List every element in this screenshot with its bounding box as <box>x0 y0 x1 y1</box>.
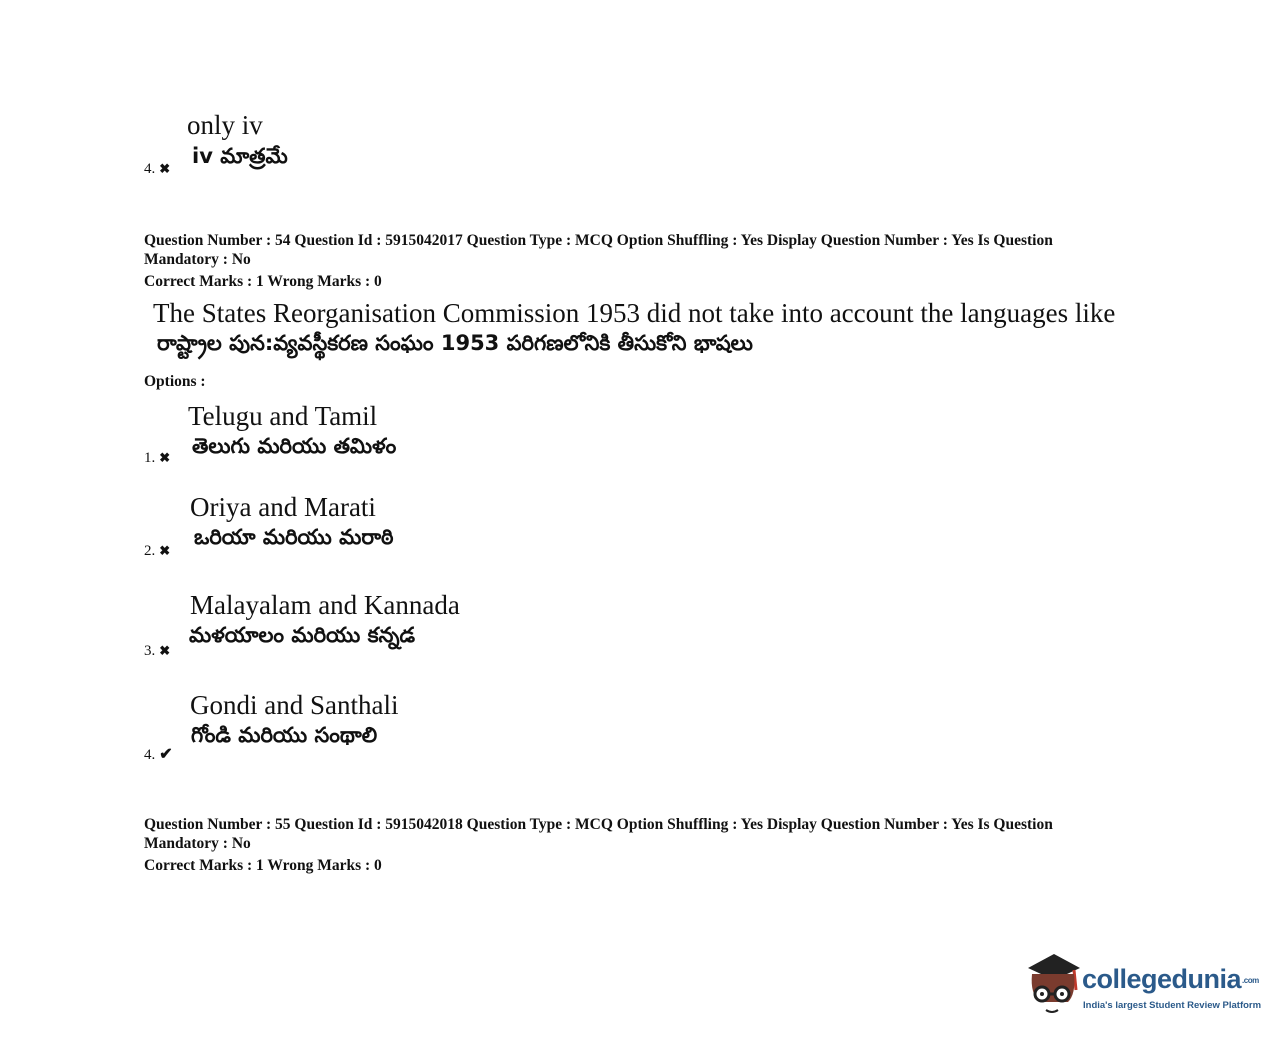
option-4-number: 4. <box>144 747 156 763</box>
prev-option-english: only iv <box>187 110 263 140</box>
option-3-telugu: మళయాలం మరియు కన్నడ <box>189 623 416 647</box>
option-2-number: 2. <box>144 543 156 559</box>
collegedunia-logo[interactable] <box>1022 950 1262 1025</box>
correct-check-icon: ✔ <box>159 746 173 763</box>
wrong-mark-icon: ✖ <box>159 543 171 558</box>
q54-meta-line1: Question Number : 54 Question Id : 5915042017 Question Type : MCQ Option Shuffling : Yes Display Question Number : Yes Is Question <box>144 232 1053 249</box>
wrong-mark-icon: ✖ <box>159 643 171 658</box>
option-1-number: 1. <box>144 450 156 466</box>
wrong-mark-icon: ✖ <box>159 450 171 465</box>
option-4-number-row <box>144 744 173 764</box>
prev-option-number-row <box>144 161 170 178</box>
option-3-english: Malayalam and Kannada <box>190 590 460 620</box>
logo-tagline: India's largest Student Review Platform <box>1083 1000 1262 1011</box>
option-1-telugu: తెలుగు మరియు తమిళం <box>192 434 397 458</box>
logo-name: collegedunia <box>1082 964 1242 994</box>
option-1-english: Telugu and Tamil <box>188 401 378 431</box>
q54-meta-line2: Mandatory : No <box>144 251 251 268</box>
option-4-english: Gondi and Santhali <box>190 690 399 720</box>
option-2-telugu: ఒరియా మరియు మరాఠి <box>194 525 394 549</box>
mascot-icon <box>1022 950 1084 1022</box>
q54-question-english: The States Reorganisation Commission 1953 did not take into account the languages like <box>153 298 1116 328</box>
option-4-telugu: గోండి మరియు సంథాలి <box>191 723 378 747</box>
option-3-number: 3. <box>144 643 156 659</box>
logo-suffix: .com <box>1242 976 1259 986</box>
option-2-number-row <box>144 543 170 560</box>
prev-option-telugu: iv మాత్రమే <box>192 144 288 168</box>
q54-meta <box>144 231 1114 291</box>
option-3-number-row <box>144 643 170 660</box>
prev-option-number: 4. <box>144 161 156 177</box>
q54-question-telugu: రాష్ట్రాల పున:వ్యవస్థీకరణ సంఘం 1953 పరిగణలోనికి తీసుకోని భాషలు <box>157 331 753 355</box>
option-2-english: Oriya and Marati <box>190 492 376 522</box>
q54-meta-line3: Correct Marks : 1 Wrong Marks : 0 <box>144 273 382 290</box>
q55-meta-line1: Question Number : 55 Question Id : 5915042018 Question Type : MCQ Option Shuffling : Yes Display Question Number : Yes Is Question <box>144 816 1053 833</box>
q55-meta-line2: Mandatory : No <box>144 835 251 852</box>
q55-meta-line3: Correct Marks : 1 Wrong Marks : 0 <box>144 857 382 874</box>
q55-meta <box>144 815 1114 875</box>
wrong-mark-icon: ✖ <box>159 161 171 176</box>
options-label: Options : <box>144 373 206 390</box>
option-1-number-row <box>144 450 170 467</box>
